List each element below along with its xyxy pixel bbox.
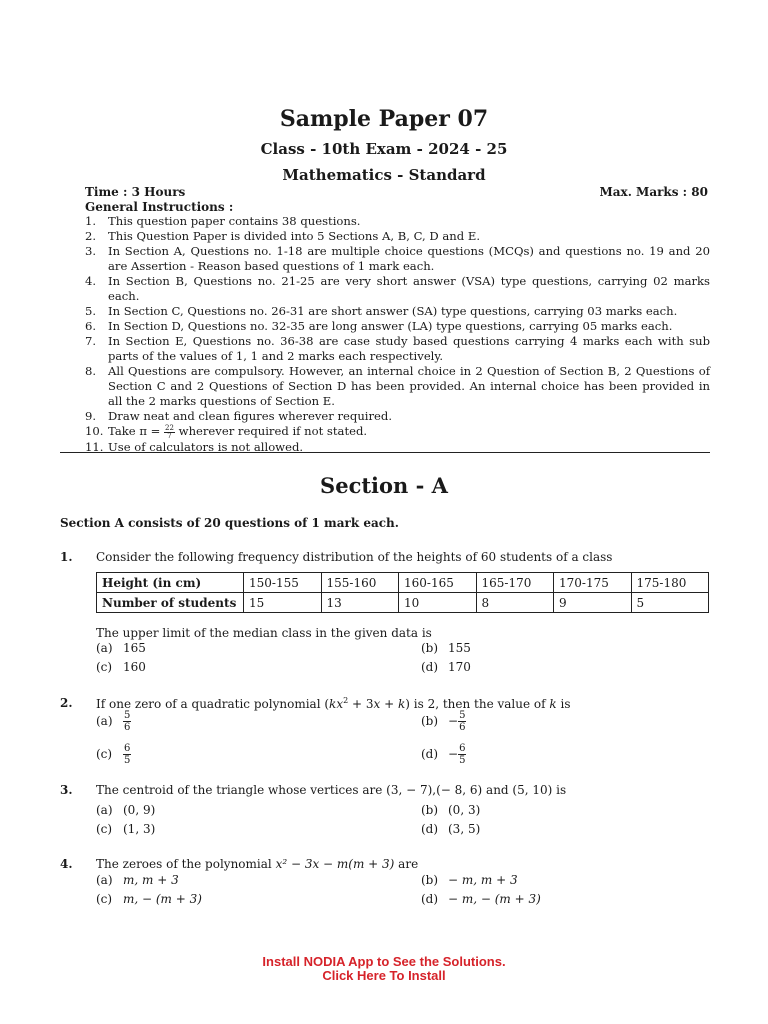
instruction-item: 2. This Question Paper is divided into 5 Sections A, B, C, D and E. [85,229,481,243]
table-cell: 155-160 [321,573,399,593]
time-label: Time : 3 Hours [85,185,186,199]
horizontal-divider [60,452,710,453]
table-cell: 175-180 [631,573,709,593]
question-number: 3. [60,783,73,797]
instruction-item: 1. This question paper contains 38 questions. [85,214,361,228]
question-number: 4. [60,857,73,871]
click-here-install-link[interactable]: Click Here To Install [322,968,446,983]
section-title: Section - A [320,473,448,498]
option-c: (c) $\frac{6}{5}$ [96,743,131,766]
option-c: (c) 160 [96,660,146,674]
instruction-item: 7. In Section E, Questions no. 36-38 are case study based questions carrying 4 marks each with sub parts of the values of 1, 1 and 2 marks each respectively. [85,334,710,363]
option-d: (d) (3, 5) [421,822,481,836]
option-fraction: $\frac{6}{5}$ [124,743,131,766]
class-line: Class - 10th Exam - 2024 - 25 [260,140,508,158]
option-fraction: $\frac{6}{5}$ [459,743,466,766]
instruction-item: 3. In Section A, Questions no. 1-18 are multiple choice questions (MCQs) and questions no. 19 and 20 are Assertion - Reason based questions of 1 mark each. [85,244,710,273]
option-a: (a) m, m + 3 [96,873,179,887]
option-a: (a) 165 [96,641,146,655]
option-a: (a) $\frac{5}{6}$ [96,710,131,733]
instruction-item: 6. In Section D, Questions no. 32-35 are long answer (LA) type questions, carrying 05 marks each. [85,319,673,333]
instruction-item: 10. Take π = $\frac{22}{7}$ wherever required if not stated. [85,423,368,440]
option-fraction: $\frac{5}{6}$ [124,710,131,733]
question-text: The zeroes of the polynomial x² − 3x − m(m + 3) are [96,857,419,871]
question-number: 1. [60,550,73,564]
option-d: (d) 170 [421,660,471,674]
table-row [97,573,709,593]
table-cell: 150-155 [244,573,322,593]
instruction-item: 5. In Section C, Questions no. 26-31 are short answer (SA) type questions, carrying 03 marks each. [85,304,678,318]
option-c: (c) m, − (m + 3) [96,892,202,906]
instruction-item: 4. In Section B, Questions no. 21-25 are very short answer (VSA) type questions, carrying 02 marks each. [85,274,710,303]
pi-fraction: $\frac{22}{7}$ [165,423,174,440]
subject-line: Mathematics - Standard [282,166,486,184]
table-cell: Number of students [97,593,244,613]
table-cell: 10 [399,593,477,613]
option-d: (d) − $\frac{6}{5}$ [421,743,466,766]
table-cell: 8 [476,593,554,613]
frequency-table [96,572,709,613]
option-fraction: $\frac{5}{6}$ [459,710,466,733]
option-b: (b) − $\frac{5}{6}$ [421,710,466,733]
general-instructions-heading: General Instructions : [85,200,234,214]
table-cell: 15 [244,593,322,613]
option-d: (d) − m, − (m + 3) [421,892,541,906]
option-a: (a) (0, 9) [96,803,156,817]
table-cell: 165-170 [476,573,554,593]
question-text: The centroid of the triangle whose vertices are (3, − 7),(− 8, 6) and (5, 10) is [96,783,567,797]
table-cell: 5 [631,593,709,613]
question-subtext: The upper limit of the median class in the given data is [96,626,432,640]
table-cell: 9 [554,593,632,613]
section-description: Section A consists of 20 questions of 1 mark each. [60,516,399,530]
table-row [97,593,709,613]
paper-title: Sample Paper 07 [279,106,489,132]
max-marks-label: Max. Marks : 80 [599,185,708,199]
instructions-list [85,214,710,455]
instruction-item: 9. Draw neat and clean figures wherever required. [85,409,393,423]
option-b: (b) 155 [421,641,471,655]
instruction-item: 11. Use of calculators is not allowed. [85,439,304,454]
table-cell: 13 [321,593,399,613]
question-number: 2. [60,696,73,710]
option-b: (b) − m, m + 3 [421,873,518,887]
table-cell: 170-175 [554,573,632,593]
table-cell: 160-165 [399,573,477,593]
option-b: (b) (0, 3) [421,803,481,817]
question-text: If one zero of a quadratic polynomial $(kx^2 + 3x + k)$ is 2, then the value of k is [96,696,571,711]
option-c: (c) (1, 3) [96,822,156,836]
question-text: Consider the following frequency distribution of the heights of 60 students of a class [96,550,613,564]
install-app-link[interactable]: Install NODIA App to See the Solutions. [262,954,506,969]
table-cell: Height (in cm) [97,573,244,593]
instruction-item: 8. All Questions are compulsory. However, an internal choice in 2 Question of Section B, 2 Questions of Section C and 2 Questions of Section D has been provided. An internal choice has been provided in all the 2 marks questions of Section E. [85,364,710,408]
